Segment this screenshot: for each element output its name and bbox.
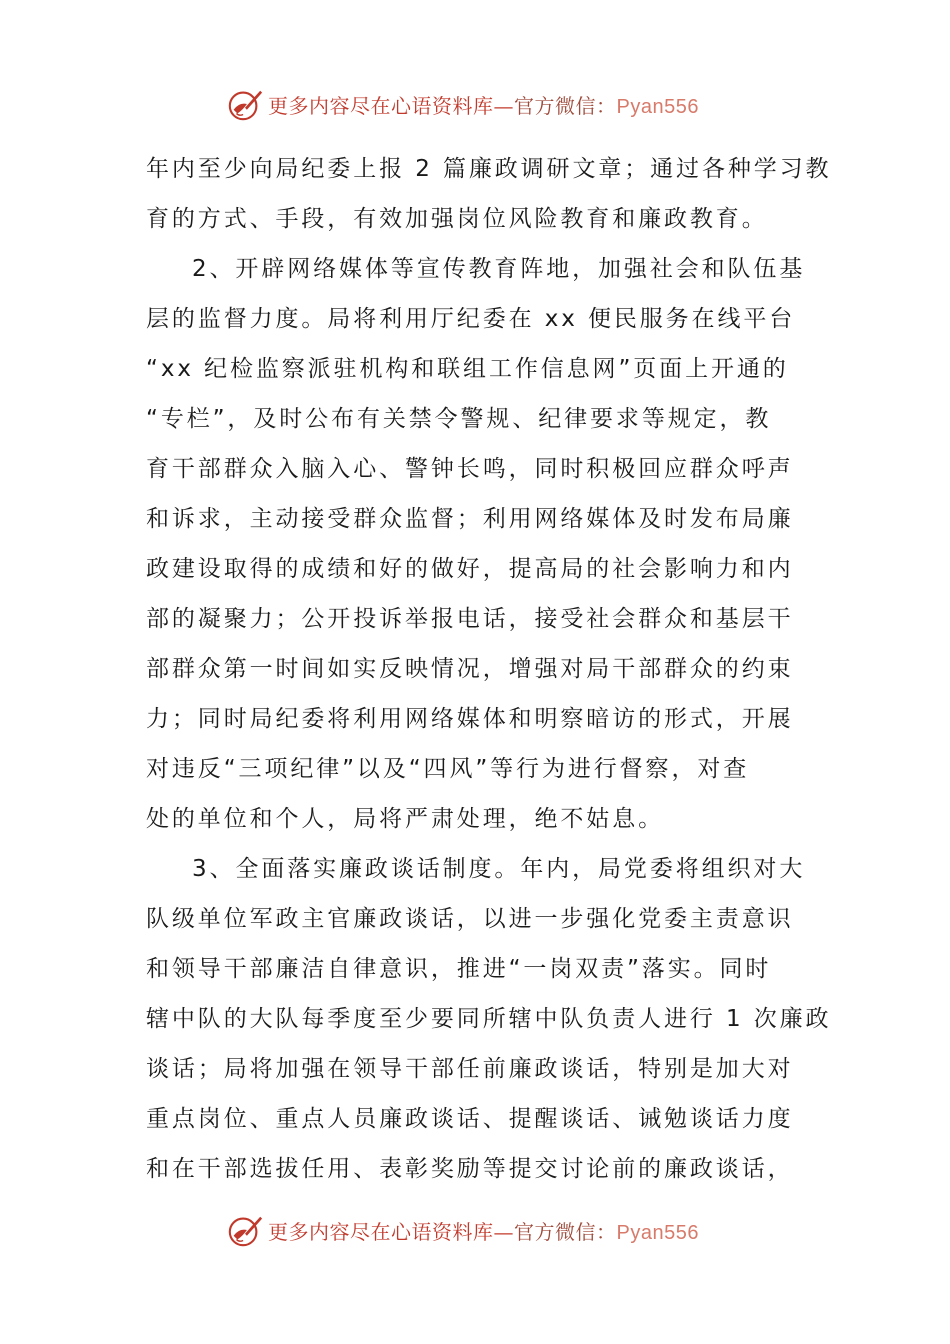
watermark-brand: 更多内容尽在心语资料库 [268, 1219, 494, 1244]
text-line: 部的凝聚力；公开投诉举报电话，接受社会群众和基层干 [146, 606, 794, 632]
text-line: 政建设取得的成绩和好的做好，提高局的社会影响力和内 [146, 556, 794, 582]
watermark-id: Pyan556 [616, 1221, 699, 1244]
watermark-text [268, 90, 699, 119]
document-body [146, 144, 832, 1194]
text-line: 育的方式、手段，有效加强岗位风险教育和廉政教育。 [146, 206, 768, 232]
text-line: 谈话；局将加强在领导干部任前廉政谈话，特别是加大对 [146, 1056, 794, 1082]
header-watermark [226, 84, 699, 124]
pen-logo-icon [226, 85, 264, 123]
watermark-dash: — [493, 1219, 514, 1244]
text-line: 2、开辟网络媒体等宣传教育阵地，加强社会和队伍基 [192, 256, 806, 282]
text-line: 辖中队的大队每季度至少要同所辖中队负责人进行 1 次廉政 [146, 1006, 832, 1032]
text-line: 年内至少向局纪委上报 2 篇廉政调研文章；通过各种学习教 [146, 156, 832, 182]
text-line: 队级单位军政主官廉政谈话，以进一步强化党委主责意识 [146, 906, 794, 932]
watermark-dash: — [493, 93, 514, 118]
text-line: 部群众第一时间如实反映情况，增强对局干部群众的约束 [146, 656, 794, 682]
text-line: 和在干部选拔任用、表彰奖励等提交讨论前的廉政谈话， [146, 1156, 794, 1182]
footer-watermark [226, 1210, 699, 1250]
text-line: 3、全面落实廉政谈话制度。年内，局党委将组织对大 [192, 856, 806, 882]
text-line: 重点岗位、重点人员廉政谈话、提醒谈话、诫勉谈话力度 [146, 1106, 794, 1132]
watermark-text [268, 1216, 699, 1245]
text-line: “xx 纪检监察派驻机构和联组工作信息网”页面上开通的 [146, 356, 789, 382]
text-line: 层的监督力度。局将利用厅纪委在 xx 便民服务在线平台 [146, 306, 796, 332]
watermark-id: Pyan556 [616, 95, 699, 118]
text-line: 育干部群众入脑入心、警钟长鸣，同时积极回应群众呼声 [146, 456, 794, 482]
watermark-brand: 更多内容尽在心语资料库 [268, 93, 494, 118]
text-line: 对违反“三项纪律”以及“四风”等行为进行督察，对查 [146, 756, 750, 782]
text-line: “专栏”，及时公布有关禁令警规、纪律要求等规定，教 [146, 406, 772, 432]
watermark-label: 官方微信： [514, 1219, 617, 1244]
text-line: 和领导干部廉洁自律意识，推进“一岗双责”落实。同时 [146, 956, 772, 982]
watermark-label: 官方微信： [514, 93, 617, 118]
text-line: 力；同时局纪委将利用网络媒体和明察暗访的形式，开展 [146, 706, 794, 732]
text-line: 和诉求，主动接受群众监督；利用网络媒体及时发布局廉 [146, 506, 794, 532]
text-line: 处的单位和个人，局将严肃处理，绝不姑息。 [146, 806, 664, 832]
pen-logo-icon [226, 1211, 264, 1249]
